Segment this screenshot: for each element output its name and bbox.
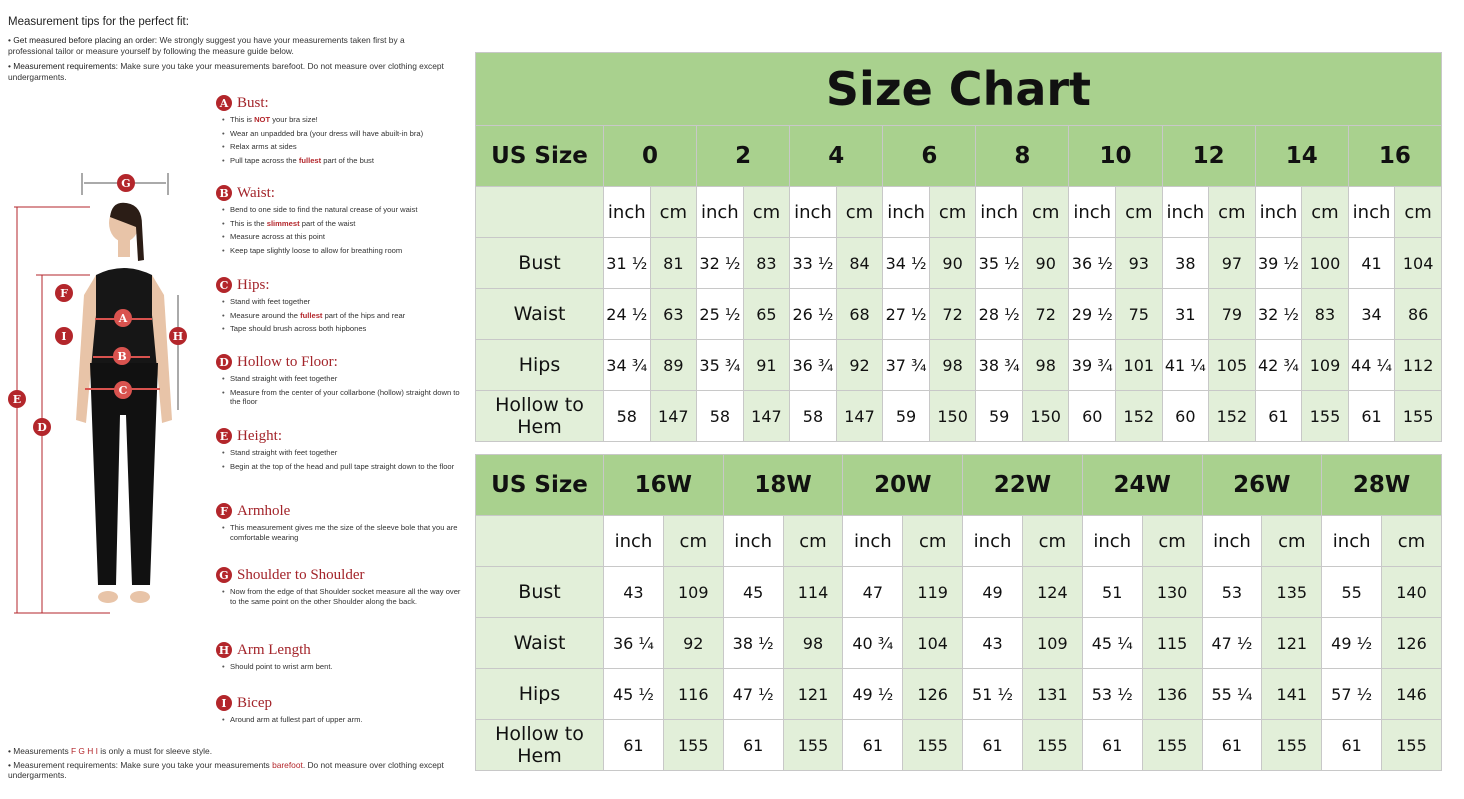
measurement-value: 41 — [1348, 238, 1395, 289]
measurement-value: 152 — [1209, 391, 1256, 442]
measurement-value: 61 — [723, 720, 783, 771]
svg-text:E: E — [12, 393, 22, 406]
measurement-value: 68 — [836, 289, 883, 340]
measurement-value: 147 — [743, 391, 790, 442]
measurement-value: 75 — [1116, 289, 1163, 340]
measurement-label: Hips — [476, 669, 604, 720]
measurement-value: 34 — [1348, 289, 1395, 340]
measurement-value: 155 — [903, 720, 963, 771]
unit-label-cm: cm — [929, 187, 976, 238]
measurement-value: 155 — [1302, 391, 1349, 442]
measurement-value: 61 — [963, 720, 1023, 771]
svg-text:I: I — [61, 330, 67, 343]
measurement-value: 131 — [1022, 669, 1082, 720]
unit-label-cm: cm — [1022, 516, 1082, 567]
guide-section-hips: C Hips: • Stand with feet together • Measure around the fullest part of the hips and rear • Tape should brush across both hipbones — [216, 276, 466, 338]
size-header: 10 — [1069, 126, 1162, 187]
svg-text:B: B — [117, 350, 127, 363]
measurement-value: 25 ½ — [697, 289, 744, 340]
unit-label-cm: cm — [1382, 516, 1442, 567]
measurement-value: 130 — [1142, 567, 1202, 618]
measurement-value: 101 — [1116, 340, 1163, 391]
unit-label-inch: inch — [1069, 187, 1116, 238]
size-chart-table-standard — [475, 52, 1442, 442]
size-header: 2 — [697, 126, 790, 187]
guide-section-height: E Height: • Stand straight with feet together • Begin at the top of the head and pull tape straight down to the floor — [216, 427, 466, 475]
measurement-value: 135 — [1262, 567, 1322, 618]
svg-text:H: H — [172, 330, 184, 343]
unit-label-inch: inch — [790, 187, 837, 238]
measurement-value: 61 — [604, 720, 664, 771]
measurement-value: 49 ½ — [843, 669, 903, 720]
measurement-value: 109 — [1302, 340, 1349, 391]
measurement-value: 115 — [1142, 618, 1202, 669]
measurement-value: 32 ½ — [1255, 289, 1302, 340]
unit-label-inch: inch — [883, 187, 930, 238]
size-chart-table-plus — [475, 454, 1442, 771]
unit-label-cm: cm — [1262, 516, 1322, 567]
unit-label-cm: cm — [650, 187, 697, 238]
unit-label-inch: inch — [1202, 516, 1262, 567]
measurement-value: 58 — [697, 391, 744, 442]
measurement-value: 42 ¾ — [1255, 340, 1302, 391]
measurement-value: 155 — [783, 720, 843, 771]
measurement-value: 47 ½ — [1202, 618, 1262, 669]
measurement-value: 53 — [1202, 567, 1262, 618]
guide-title: Measurement tips for the perfect fit: — [8, 16, 189, 28]
unit-label-cm: cm — [1209, 187, 1256, 238]
measurement-value: 114 — [783, 567, 843, 618]
size-chart-tables — [475, 52, 1442, 771]
unit-label-cm: cm — [1395, 187, 1442, 238]
unit-label-inch: inch — [1255, 187, 1302, 238]
measurement-value: 58 — [790, 391, 837, 442]
unit-label-inch: inch — [723, 516, 783, 567]
footer-note: • Measurement requirements: Make sure you take your measurements barefoot. Do not measure over clothing except undergarments. — [8, 760, 444, 780]
measurement-value: 126 — [1382, 618, 1442, 669]
footer-note: • Measurements F G H I is only a must for sleeve style. — [8, 746, 213, 756]
measurement-value: 60 — [1162, 391, 1209, 442]
measurement-label: Hips — [476, 340, 604, 391]
measurement-value: 39 ¾ — [1069, 340, 1116, 391]
measurement-value: 45 ¼ — [1082, 618, 1142, 669]
tip-item: • Measurement requirements: Make sure you take your measurements barefoot. Do not measure over clothing except undergarments. — [8, 61, 444, 82]
measurement-value: 37 ¾ — [883, 340, 930, 391]
unit-label-inch: inch — [1322, 516, 1382, 567]
measurement-value: 61 — [1082, 720, 1142, 771]
size-header: 4 — [790, 126, 883, 187]
guide-section-arm-length: H Arm Length • Should point to wrist arm bent. — [216, 641, 466, 676]
measurement-value: 63 — [650, 289, 697, 340]
unit-label-inch: inch — [1082, 516, 1142, 567]
measurement-value: 38 ½ — [723, 618, 783, 669]
size-chart-title: Size Chart — [476, 53, 1442, 126]
measurement-value: 112 — [1395, 340, 1442, 391]
measurement-value: 47 — [843, 567, 903, 618]
measurement-value: 31 — [1162, 289, 1209, 340]
size-header: 18W — [723, 455, 843, 516]
size-header: 24W — [1082, 455, 1202, 516]
measurement-value: 36 ¼ — [604, 618, 664, 669]
measurement-value: 59 — [976, 391, 1023, 442]
measurement-value: 91 — [743, 340, 790, 391]
measurement-guide — [0, 0, 470, 799]
guide-section-shoulder: G Shoulder to Shoulder • Now from the edge of that Shoulder socket measure all the way over to the same point on the other Shoulder along the back. — [216, 566, 466, 610]
unit-label-inch: inch — [976, 187, 1023, 238]
measurement-value: 32 ½ — [697, 238, 744, 289]
measurement-value: 45 ½ — [604, 669, 664, 720]
measurement-value: 55 ¼ — [1202, 669, 1262, 720]
measurement-value: 53 ½ — [1082, 669, 1142, 720]
svg-text:D: D — [37, 421, 47, 434]
measurement-value: 24 ½ — [604, 289, 651, 340]
measurement-value: 43 — [604, 567, 664, 618]
row-header-us-size: US Size — [476, 126, 604, 187]
measurement-value: 155 — [1382, 720, 1442, 771]
size-header: 16 — [1348, 126, 1441, 187]
measurement-value: 155 — [1395, 391, 1442, 442]
measurement-value: 141 — [1262, 669, 1322, 720]
measurement-value: 59 — [883, 391, 930, 442]
measurement-value: 84 — [836, 238, 883, 289]
tip-item: • Get measured before placing an order: We strongly suggest you have your measurements taken first by a professional tailor or measure yourself by following the measure guide below. — [8, 35, 405, 56]
unit-row-label — [476, 187, 604, 238]
measurement-label: Waist — [476, 618, 604, 669]
measurement-value: 58 — [604, 391, 651, 442]
size-header: 0 — [604, 126, 697, 187]
unit-row-label — [476, 516, 604, 567]
size-header: 8 — [976, 126, 1069, 187]
measurement-value: 147 — [650, 391, 697, 442]
measurement-value: 124 — [1022, 567, 1082, 618]
measurement-value: 100 — [1302, 238, 1349, 289]
measurement-value: 98 — [1022, 340, 1069, 391]
size-header: 28W — [1322, 455, 1442, 516]
row-header-us-size: US Size — [476, 455, 604, 516]
measurement-value: 34 ½ — [883, 238, 930, 289]
measurement-value: 119 — [903, 567, 963, 618]
measurement-value: 61 — [1202, 720, 1262, 771]
measurement-value: 136 — [1142, 669, 1202, 720]
measurement-value: 98 — [783, 618, 843, 669]
guide-section-bust: A Bust: • This is NOT your bra size! • Wear an unpadded bra (your dress will have abuilt-in bra) • Relax arms at sides • Pull tape across the fullest part of the bust — [216, 94, 466, 169]
unit-label-inch: inch — [604, 516, 664, 567]
svg-text:G: G — [121, 177, 131, 190]
size-header: 14 — [1255, 126, 1348, 187]
svg-text:F: F — [60, 287, 68, 300]
measurement-value: 49 — [963, 567, 1023, 618]
measurement-value: 104 — [1395, 238, 1442, 289]
measurement-value: 27 ½ — [883, 289, 930, 340]
measurement-value: 43 — [963, 618, 1023, 669]
measurement-value: 39 ½ — [1255, 238, 1302, 289]
unit-label-inch: inch — [1348, 187, 1395, 238]
measurement-value: 29 ½ — [1069, 289, 1116, 340]
svg-text:A: A — [118, 312, 128, 325]
measurement-value: 60 — [1069, 391, 1116, 442]
measurement-value: 38 — [1162, 238, 1209, 289]
unit-label-cm: cm — [1142, 516, 1202, 567]
measurement-value: 147 — [836, 391, 883, 442]
size-header: 12 — [1162, 126, 1255, 187]
unit-label-inch: inch — [963, 516, 1023, 567]
measurement-value: 116 — [663, 669, 723, 720]
measurement-value: 49 ½ — [1322, 618, 1382, 669]
measurement-label: Waist — [476, 289, 604, 340]
measurement-value: 104 — [903, 618, 963, 669]
measurement-value: 126 — [903, 669, 963, 720]
guide-section-hollow-to-floor: D Hollow to Floor: • Stand straight with feet together • Measure from the center of your collarbone (hollow) straight down to the floor — [216, 353, 466, 411]
unit-label-inch: inch — [604, 187, 651, 238]
measurement-value: 51 — [1082, 567, 1142, 618]
unit-label-cm: cm — [1116, 187, 1163, 238]
measurement-label: Bust — [476, 567, 604, 618]
unit-label-cm: cm — [783, 516, 843, 567]
measurement-value: 140 — [1382, 567, 1442, 618]
measurement-value: 33 ½ — [790, 238, 837, 289]
measurement-value: 83 — [1302, 289, 1349, 340]
measurement-value: 155 — [1022, 720, 1082, 771]
measurement-label: Hollow to Hem — [476, 391, 604, 442]
size-header: 26W — [1202, 455, 1322, 516]
measurement-value: 92 — [836, 340, 883, 391]
guide-section-waist: B Waist: • Bend to one side to find the natural crease of your waist • This is the slimmest part of the waist • Measure across at this point • Keep tape slightly loose to allow for breathing room — [216, 184, 466, 259]
measurement-value: 83 — [743, 238, 790, 289]
measurement-value: 61 — [1348, 391, 1395, 442]
measurement-value: 41 ¼ — [1162, 340, 1209, 391]
measurement-value: 152 — [1116, 391, 1163, 442]
measurement-value: 35 ¾ — [697, 340, 744, 391]
measurement-value: 98 — [929, 340, 976, 391]
measurement-value: 86 — [1395, 289, 1442, 340]
measurement-value: 89 — [650, 340, 697, 391]
measurement-value: 31 ½ — [604, 238, 651, 289]
measurement-value: 121 — [1262, 618, 1322, 669]
unit-label-cm: cm — [903, 516, 963, 567]
measurement-value: 90 — [1022, 238, 1069, 289]
svg-text:C: C — [118, 384, 128, 397]
unit-label-inch: inch — [843, 516, 903, 567]
measurement-value: 61 — [1322, 720, 1382, 771]
body-measurement-figure — [0, 165, 210, 625]
measurement-value: 146 — [1382, 669, 1442, 720]
unit-label-cm: cm — [743, 187, 790, 238]
measurement-value: 47 ½ — [723, 669, 783, 720]
measurement-value: 51 ½ — [963, 669, 1023, 720]
measurement-value: 65 — [743, 289, 790, 340]
measurement-value: 150 — [1022, 391, 1069, 442]
measurement-value: 155 — [663, 720, 723, 771]
measurement-value: 44 ¼ — [1348, 340, 1395, 391]
measurement-value: 72 — [1022, 289, 1069, 340]
measurement-value: 26 ½ — [790, 289, 837, 340]
measurement-value: 61 — [1255, 391, 1302, 442]
guide-section-armhole: F Armhole • This measurement gives me the size of the sleeve bole that you are comfortable wearing — [216, 502, 466, 546]
measurement-value: 121 — [783, 669, 843, 720]
measurement-value: 57 ½ — [1322, 669, 1382, 720]
measurement-value: 72 — [929, 289, 976, 340]
measurement-value: 150 — [929, 391, 976, 442]
measurement-value: 79 — [1209, 289, 1256, 340]
measurement-value: 81 — [650, 238, 697, 289]
size-header: 16W — [604, 455, 724, 516]
unit-label-cm: cm — [1302, 187, 1349, 238]
measurement-value: 38 ¾ — [976, 340, 1023, 391]
unit-label-cm: cm — [836, 187, 883, 238]
measurement-value: 34 ¾ — [604, 340, 651, 391]
measurement-value: 61 — [843, 720, 903, 771]
unit-label-inch: inch — [1162, 187, 1209, 238]
measurement-value: 109 — [663, 567, 723, 618]
measurement-value: 93 — [1116, 238, 1163, 289]
size-header: 20W — [843, 455, 963, 516]
measurement-value: 55 — [1322, 567, 1382, 618]
measurement-value: 92 — [663, 618, 723, 669]
measurement-value: 36 ¾ — [790, 340, 837, 391]
unit-label-inch: inch — [697, 187, 744, 238]
size-header: 6 — [883, 126, 976, 187]
measurement-value: 36 ½ — [1069, 238, 1116, 289]
guide-section-bicep: I Bicep • Around arm at fullest part of upper arm. — [216, 694, 466, 729]
measurement-value: 45 — [723, 567, 783, 618]
measurement-label: Bust — [476, 238, 604, 289]
unit-label-cm: cm — [663, 516, 723, 567]
measurement-value: 40 ¾ — [843, 618, 903, 669]
measurement-value: 35 ½ — [976, 238, 1023, 289]
measurement-label: Hollow to Hem — [476, 720, 604, 771]
measurement-value: 155 — [1262, 720, 1322, 771]
measurement-value: 109 — [1022, 618, 1082, 669]
measurement-value: 105 — [1209, 340, 1256, 391]
measurement-value: 97 — [1209, 238, 1256, 289]
measurement-value: 90 — [929, 238, 976, 289]
measurement-value: 28 ½ — [976, 289, 1023, 340]
unit-label-cm: cm — [1022, 187, 1069, 238]
size-header: 22W — [963, 455, 1083, 516]
measurement-value: 155 — [1142, 720, 1202, 771]
